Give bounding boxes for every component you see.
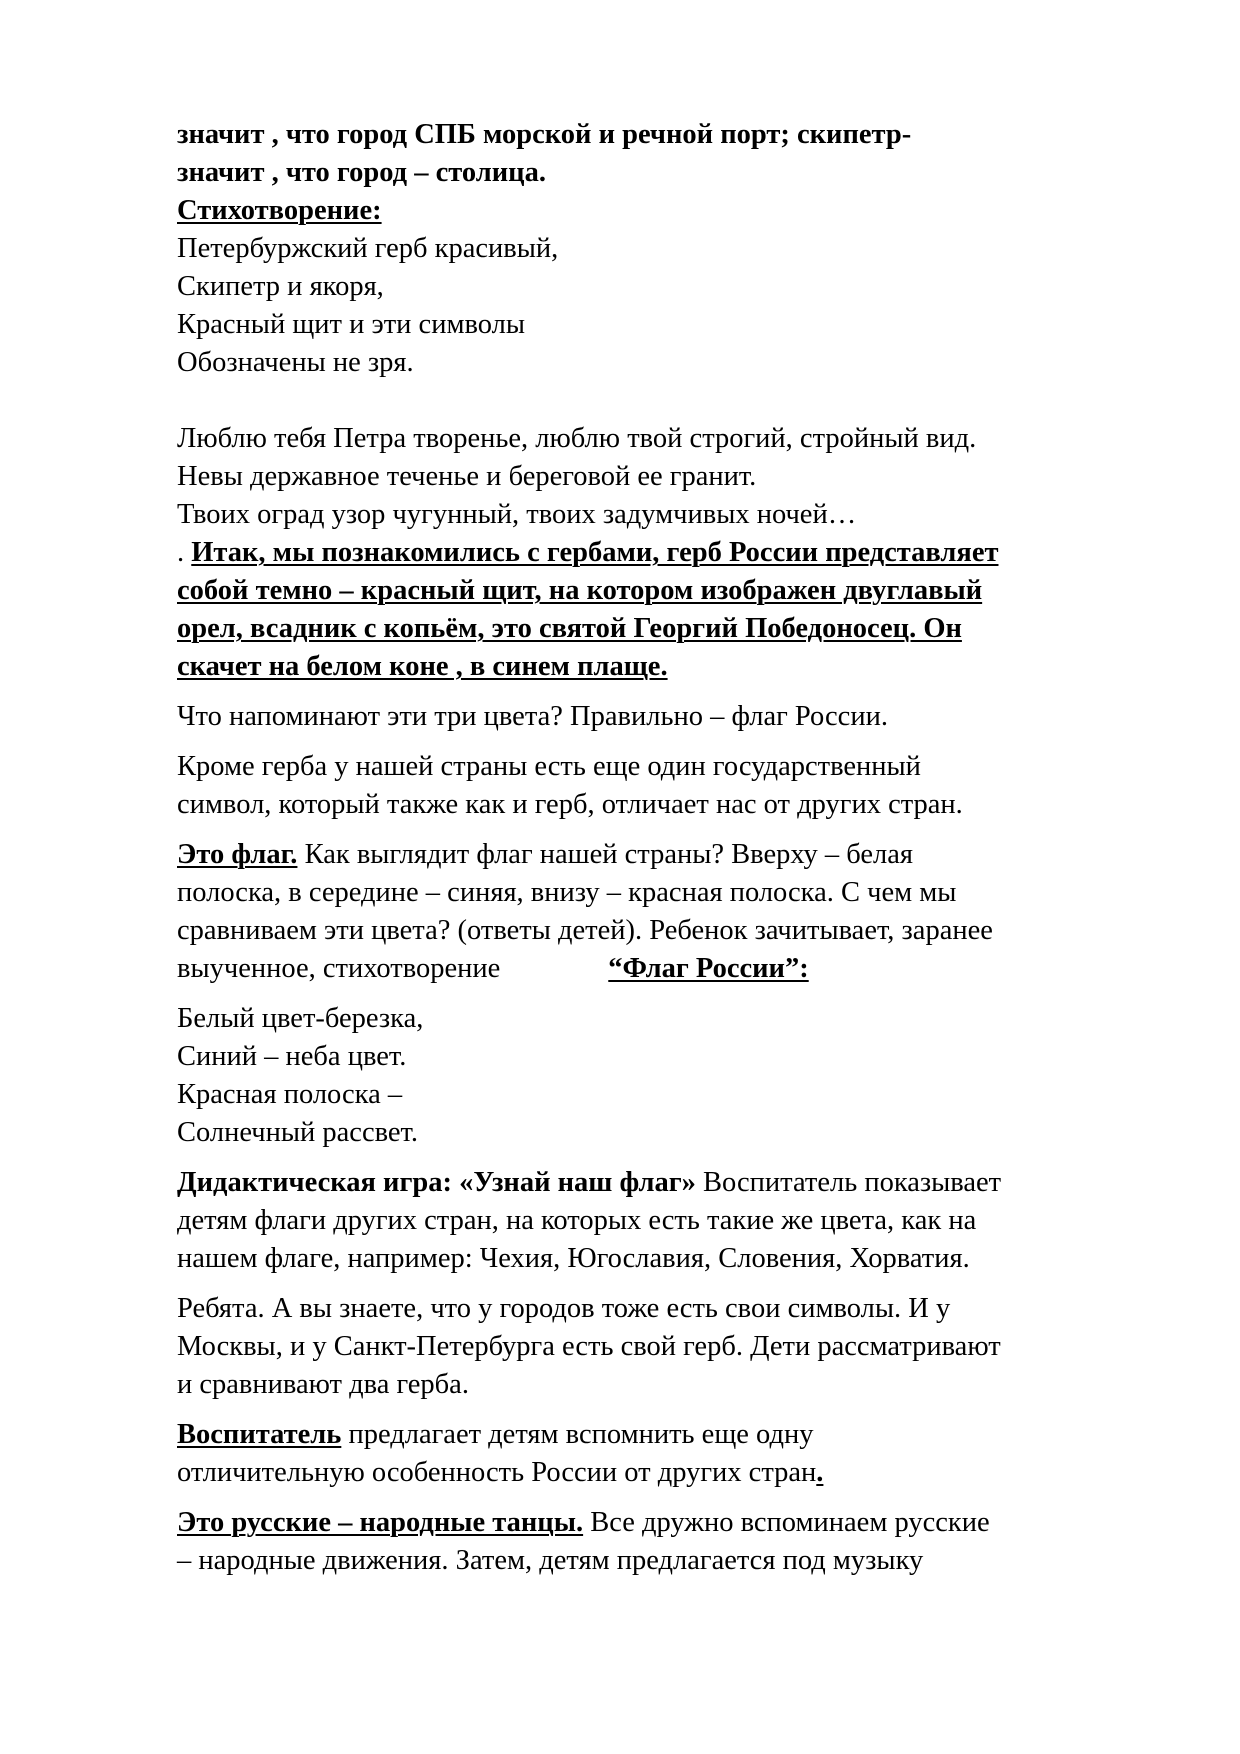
paragraph-line: Москвы, и у Санкт-Петербурга есть свой герб. Дети рассматривают: [177, 1331, 1001, 1362]
paragraph-line: сравниваем эти цвета? (ответы детей). Ребенок зачитывает, заранее: [177, 915, 993, 946]
intro-line: значит , что город СПБ морской и речной порт; скипетр-: [177, 119, 912, 150]
paragraph-line: отличительную особенность России от других стран: [177, 1457, 817, 1488]
document-body: [177, 116, 1177, 1580]
paragraph-line: Кроме герба у нашей страны есть еще один государственный: [177, 751, 921, 782]
paragraph-line: полоска, в середине – синяя, внизу – красная полоска. С чем мы: [177, 877, 957, 908]
poem-line: Белый цвет-березка,: [177, 1003, 424, 1034]
verse-line: Люблю тебя Петра творенье, люблю твой строгий, стройный вид.: [177, 423, 977, 454]
flag-paragraph: [177, 836, 1177, 988]
teacher-label: Воспитатель: [177, 1419, 342, 1450]
game-label: Дидактическая игра: «Узнай наш флаг»: [177, 1167, 696, 1198]
paragraph-line: предлагает детям вспомнить еще одну: [341, 1419, 814, 1450]
paragraph-line: нашем флаге, например: Чехия, Югославия, Словения, Хорватия.: [177, 1243, 970, 1274]
paragraph-line: символ, который также как и герб, отличает нас от других стран.: [177, 789, 963, 820]
poem-line: Солнечный рассвет.: [177, 1117, 418, 1148]
paragraph-line: Воспитатель показывает: [695, 1167, 1002, 1198]
summary-line: Итак, мы познакомились с гербами, герб России представляет: [191, 537, 999, 568]
state-symbol-paragraph: [177, 748, 1177, 824]
coat-of-arms-summary: [177, 534, 1177, 686]
poem-line: Петербуржский герб красивый,: [177, 233, 559, 264]
summary-line: скачет на белом коне , в синем плаще.: [177, 651, 668, 682]
summary-prefix: .: [177, 537, 192, 568]
summary-line: собой темно – красный щит, на котором изображен двуглавый: [177, 575, 983, 606]
paragraph-line: – народные движения. Затем, детям предлагается под музыку: [177, 1545, 924, 1576]
didactic-game-paragraph: [177, 1164, 1177, 1278]
paragraph-end-dot: .: [816, 1457, 824, 1488]
flag-poem: [177, 1000, 1177, 1152]
flag-label: Это флаг.: [177, 839, 298, 870]
poem-line: Синий – неба цвет.: [177, 1041, 407, 1072]
intro-paragraph: [177, 116, 1177, 192]
summary-line: орел, всадник с копьём, это святой Георгий Победоносец. Он: [177, 613, 962, 644]
paragraph-line: выученное, стихотворение: [177, 953, 501, 984]
flag-poem-title: “Флаг России”:: [608, 953, 809, 984]
dances-paragraph: [177, 1504, 1177, 1580]
paragraph-line: Ребята. А вы знаете, что у городов тоже есть свои символы. И у: [177, 1293, 951, 1324]
intro-line: значит , что город – столица.: [177, 157, 546, 188]
colors-question: Что напоминают эти три цвета? Правильно – флаг России.: [177, 701, 888, 732]
paragraph-line: детям флаги других стран, на которых есть такие же цвета, как на: [177, 1205, 977, 1236]
poem-line: Красный щит и эти символы: [177, 309, 525, 340]
paragraph-line: Как выглядит флаг нашей страны? Вверху – белая: [297, 839, 914, 870]
verse-line: Твоих оград узор чугунный, твоих задумчивых ночей…: [177, 499, 857, 530]
paragraph-line: Все дружно вспоминаем русские: [583, 1507, 990, 1538]
city-symbols-paragraph: [177, 1290, 1177, 1404]
dances-label: Это русские – народные танцы.: [177, 1507, 584, 1538]
poem-line: Скипетр и якоря,: [177, 271, 384, 302]
poem-line: Обозначены не зря.: [177, 347, 414, 378]
poem-line: Красная полоска –: [177, 1079, 403, 1110]
poem-heading: Стихотворение:: [177, 195, 382, 226]
poem-spb: [177, 192, 1177, 382]
paragraph-line: и сравнивают два герба.: [177, 1369, 469, 1400]
teacher-paragraph: [177, 1416, 1177, 1492]
pushkin-verse: [177, 420, 1177, 534]
verse-line: Невы державное теченье и береговой ее гранит.: [177, 461, 757, 492]
